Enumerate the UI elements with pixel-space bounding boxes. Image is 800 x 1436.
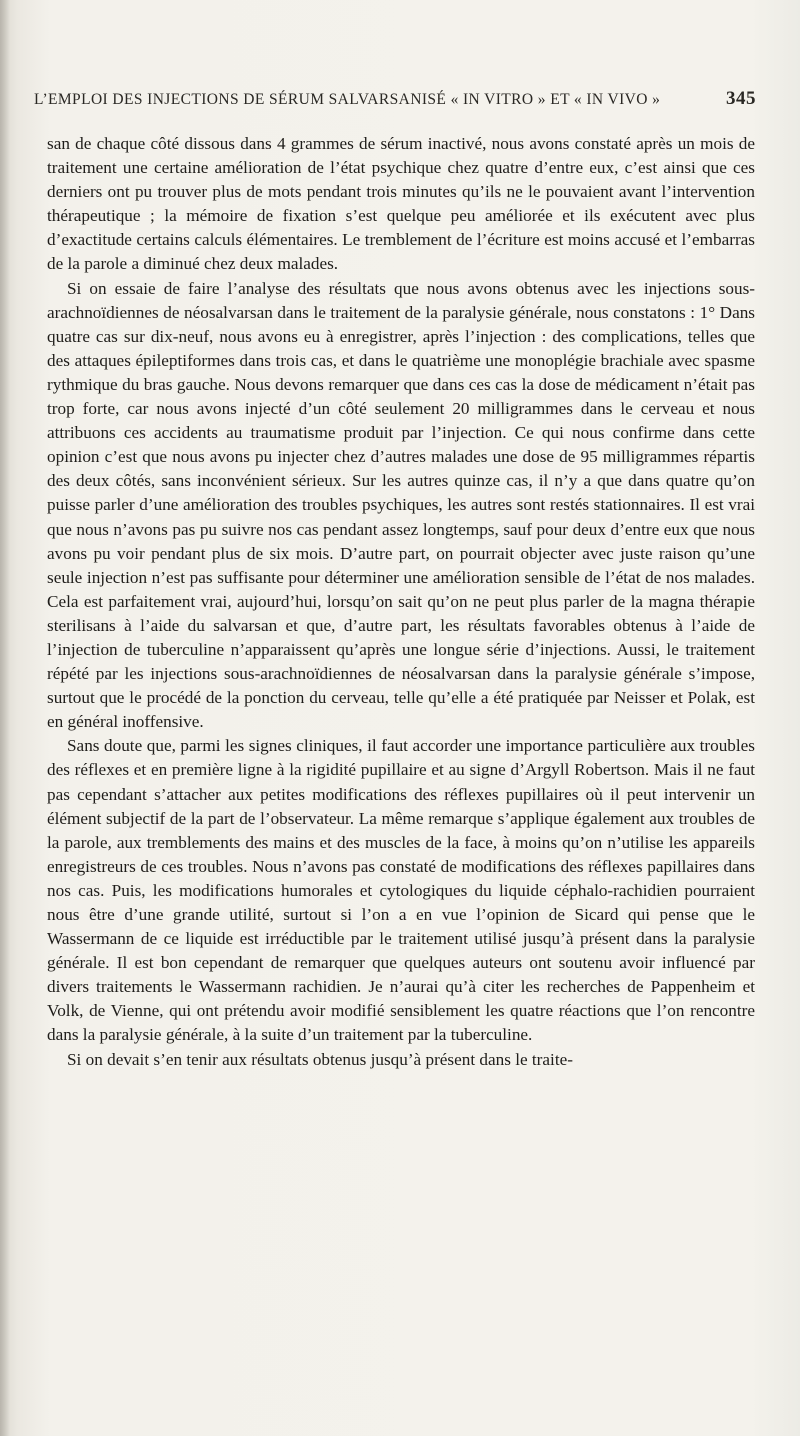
scan-binding-shadow	[0, 0, 10, 1436]
body-text	[47, 132, 755, 1072]
paragraph-analysis-results: Si on essaie de faire l’analyse des résultats que nous avons obtenus avec les injections sous-arachnoïdiennes de néosalvarsan dans le traitement de la paralysie générale, nous constatons : 1° Dans quatre cas sur dix-neuf, nous avons eu à enregistrer, après l’injection : des complications, telles que des attaques épileptiformes dans trois cas, et dans le quatrième une monoplégie brachiale avec spasme rythmique du bras gauche. Nous devons remarquer que dans ces cas la dose de médicament n’était pas trop forte, car nous avons injecté d’un côté seulement 20 milligrammes dans le cerveau et nous attribuons ces accidents au traumatisme produit par l’injection. Ce qui nous confirme dans cette opinion c’est que nous avons pu injecter chez d’autres malades une dose de 95 milligrammes répartis des deux côtés, sans inconvénient sérieux. Sur les autres quinze cas, il n’y a que dans quatre qu’on puisse parler d’une amélioration des troubles psychiques, les autres sont restés stationnaires. Il est vrai que nous n’avons pas pu suivre nos cas pendant assez longtemps, sauf pour deux d’entre eux que nous avons pu voir pendant plus de six mois. D’autre part, on pourrait objecter avec juste raison qu’une seule injection n’est pas suffisante pour déterminer une amélioration sensible de l’état de nos malades. Cela est parfaitement vrai, aujourd’hui, lorsqu’on sait qu’on ne peut plus parler de la magna thérapie sterilisans à l’aide du salvarsan et que, d’autre part, les résultats favorables obtenus à l’aide de l’injection de tuberculine n’apparaissent qu’après une longue série d’injections. Aussi, le traitement répété par les injections sous-arachnoïdiennes de néosalvarsan dans la paralysie générale s’impose, surtout que le procédé de la ponction du cerveau, telle qu’elle a été pratiquée par Neisser et Polak, est en général inoffensive.	[47, 278, 755, 732]
running-title: L’EMPLOI DES INJECTIONS DE SÉRUM SALVARSANISÉ « IN VITRO » ET « IN VIVO »	[34, 91, 661, 108]
page-number: 345	[726, 88, 756, 109]
paragraph-clinical-signs: Sans doute que, parmi les signes cliniques, il faut accorder une importance particulière aux troubles des réflexes et en première ligne à la rigidité pupillaire et au signe d’Argyll Robertson. Mais il ne faut pas cependant s’attacher aux petites modifications des réflexes pupillaires où il peut intervenir un élément subjectif de la part de l’observateur. La même remarque s’applique également aux troubles de la parole, aux tremblements des mains et des muscles de la face, à moins qu’on n’utilise les appareils enregistreurs de ces troubles. Nous n’avons pas constaté de modifications des réflexes papillaires dans nos cas. Puis, les modifications humorales et cytologiques du liquide céphalo-rachidien pourraient nous être d’une grande utilité, surtout si l’on a en vue l’opinion de Sicard qui pense que le Wassermann de ce liquide est irréductible par le traitement utilisé jusqu’à présent dans la paralysie générale. Il est bon cependant de remarquer que quelques auteurs ont soutenu avoir influencé par divers traitements le Wassermann rachidien. Je n’aurai qu’à citer les recherches de Pappenheim et Volk, de Vienne, qui ont prétendu avoir modifié sensiblement les quatre réactions que l’on rencontre dans la paralysie générale, à la suite d’un traitement par la tuberculine.	[47, 736, 755, 1045]
paragraph-final-line: Si on devait s’en tenir aux résultats obtenus jusqu’à présent dans le traite-	[67, 1049, 573, 1069]
page-header	[34, 88, 756, 118]
paragraph-continuation: san de chaque côté dissous dans 4 grammes de sérum inactivé, nous avons constaté après un mois de traitement une certaine amélioration de l’état psychique chez quatre d’entre eux, c’est ainsi que ces derniers ont pu trouver plus de mots pendant trois minutes qu’ils ne le pouvaient avant l’intervention thérapeutique ; la mémoire de fixation s’est quelque peu améliorée et ils exécutent avec plus d’exactitude certains calculs élémentaires. Le tremblement de l’écriture est moins accusé et l’embarras de la parole a diminué chez deux malades.	[47, 134, 755, 274]
